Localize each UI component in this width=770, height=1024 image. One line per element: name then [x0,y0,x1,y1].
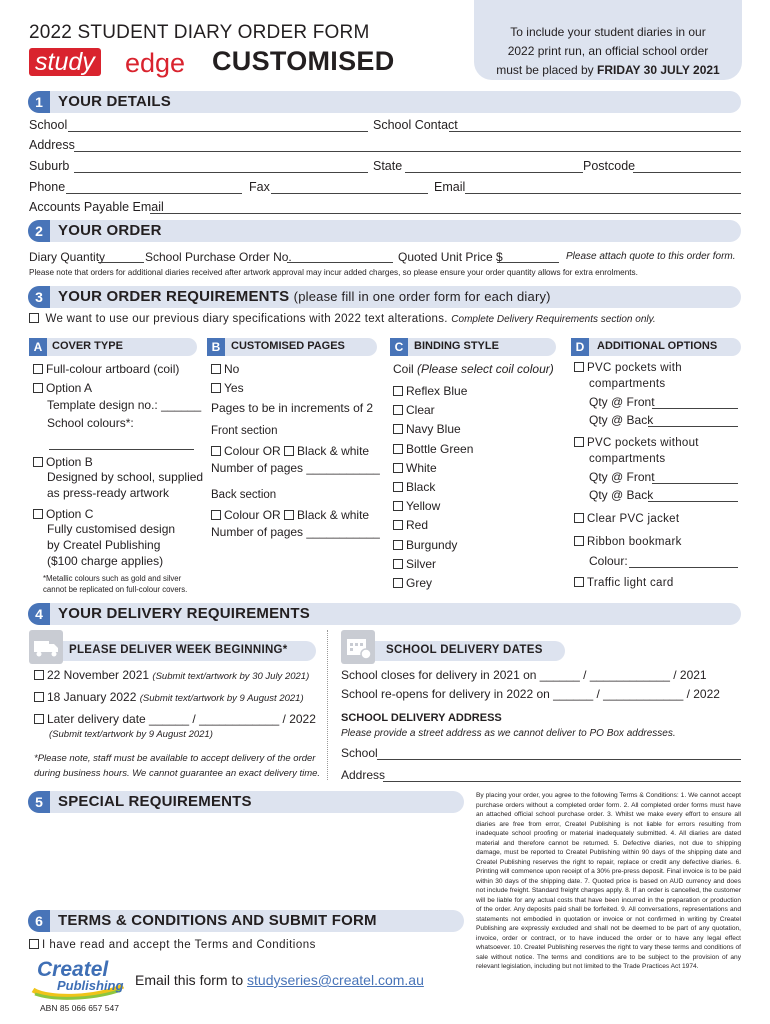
coil-colour-checkbox[interactable] [393,463,403,473]
front-colour-checkbox[interactable] [211,446,221,456]
ribbon-colour-label: Colour: [589,554,628,568]
coil-colour-checkbox[interactable] [393,578,403,588]
po-label: School Purchase Order No. [145,250,292,264]
traffic-light-checkbox[interactable] [574,577,584,587]
truck-icon [29,630,63,664]
phone-field[interactable] [66,193,242,194]
delivery-divider [327,630,328,780]
section-6-title: TERMS & CONDITIONS AND SUBMIT FORM [58,912,377,929]
metallic-note-line1: *Metallic colours such as gold and silver [43,574,182,583]
option-c-line1: Fully customised design [47,522,176,536]
coil-colour-option[interactable] [393,576,432,590]
increments-note: Pages to be in increments of 2 [211,401,374,415]
coil-colour-checkbox[interactable] [393,444,403,454]
notice-line1: To include your student diaries in our [510,25,706,39]
custom-pages-yes-checkbox[interactable] [211,383,221,393]
section-3-number: 3 [28,286,50,308]
previous-spec-note: Complete Delivery Requirements section only. [451,314,656,325]
school-reopens-field[interactable]: School re-opens for delivery in 2022 on ______ / ____________ / 2022 [341,687,720,701]
school-contact-label: School Contact [373,118,458,132]
customised-heading: CUSTOMISED [212,46,395,76]
option-c-line3: ($100 charge applies) [47,554,164,568]
pvc-with-option[interactable]: PVC pockets with [574,362,682,374]
school-colours-field[interactable] [49,449,194,450]
section-2-title: YOUR ORDER [58,222,162,239]
postcode-label: Postcode [583,159,636,173]
pvc-with-front-label: Qty @ Front [589,395,655,409]
front-section-label: Front section [211,425,278,437]
coil-colour-label: Red [406,518,429,533]
front-bw-checkbox[interactable] [284,446,294,456]
delivery-option-1-note: (Submit text/artwork by 30 July 2021) [152,671,310,682]
delivery-option-3-checkbox[interactable] [34,714,44,724]
delivery-address-field[interactable] [383,781,741,782]
delivery-option-2-note: (Submit text/artwork by 9 August 2021) [139,693,304,704]
additional-options-letter: D [571,338,589,356]
pvc-with-back-field[interactable] [648,426,738,427]
section-4-number: 4 [28,603,50,625]
section-5-number: 5 [28,791,50,813]
option-a-checkbox[interactable] [33,383,43,393]
coil-colour-label: Navy Blue [406,422,461,437]
coil-colour-option[interactable] [393,557,436,571]
section-2-number: 2 [28,220,50,242]
binding-style-letter: C [390,338,408,356]
section-1-number: 1 [28,91,50,113]
submit-email-link[interactable]: studyseries@createl.com.au [247,972,424,988]
school-closes-field[interactable]: School closes for delivery in 2021 on ______ / ____________ / 2021 [341,668,707,682]
special-requirements-area[interactable] [28,815,464,907]
coil-colour-checkbox[interactable] [393,520,403,530]
additional-options-title: ADDITIONAL OPTIONS [597,340,718,352]
ribbon-option[interactable]: Ribbon bookmark [574,536,682,548]
suburb-field[interactable] [74,172,368,173]
custom-pages-no-checkbox[interactable] [211,364,221,374]
customised-pages-title: CUSTOMISED PAGES [231,340,345,352]
pvc-without-checkbox[interactable] [574,437,584,447]
cover-type-title: COVER TYPE [52,340,123,352]
coil-colour-label: White [406,460,437,475]
coil-colour-checkbox[interactable] [393,559,403,569]
cover-type-letter: A [29,338,47,356]
staff-note-line2: during business hours. We cannot guarantee an exact delivery time. [34,768,321,779]
delivery-option-3[interactable]: Later delivery date ______ / ____________ / 2022 [34,712,316,726]
email-field[interactable] [465,193,741,194]
back-num-pages[interactable]: Number of pages ___________ [211,525,380,539]
full-colour-option[interactable]: Full-colour artboard (coil) [33,362,179,376]
back-colour-options[interactable]: Colour OR Black & white [211,508,369,522]
createl-logo-bottom: Publishing [57,978,124,993]
coil-colour-label: Reflex Blue [406,384,468,398]
custom-pages-no[interactable]: No [211,362,239,376]
section-3-title-note: (please fill in one order form for each diary) [293,289,551,304]
delivery-school-field[interactable] [377,759,741,760]
school-colours-label: School colours*: [47,416,134,430]
createl-logo-top: Createl [37,958,109,981]
pvc-without-back-field[interactable] [648,501,738,502]
option-b-checkbox[interactable] [33,457,43,467]
createl-logo [29,960,125,1000]
template-design-label: Template design no.: ______ [47,398,202,412]
terms-and-conditions: By placing your order, you agree to the following Terms & Conditions: 1. We cannot accept purchase orders without a completed order form. 2. All completed order forms must have an attached official school purchase order. 3. Whilst we make every effort to ensure all diaries are free from error, Createl Publishing is not liable for errors resulting from inadequate school proofing or material inadequately submitted. 4. All diaries are dated material and therefore cannot be returned. 5. Defective diaries, not due to shipping damage, must be reported to Createl Publishing within 90 days of the shipping date and Createl Publishing reserves the right to repair, replace or credit any defective diaries. 6. Printing will commence upon receipt of a 30% pre-press deposit. Final invoice is to be paid within 30 days of the shipping date. 7. Quoted price is based on AUD currency and does not include freight. Standard freight charges apply. 8. If an order is cancelled, the customer will be liable for any actual costs that have been incurred in the preparation or production of the order. Any deposits paid shall be forfeited. 9. All conversations, representations and statements not embodied in quotation or invoice or not confirmed in writing by Createl Publishing are expressly excluded and shall not be deemed to be part of any quotation, invoice, order or contract, or to have induced the order or to have any legal effect whatsoever. 10. Createl Publishing reserves the right to vary these terms and conditions of sale without notice. The terms and conditions are to be subject to the provision of any relevant legislation, including but not limited to the Trade Practices Act 1974. [476,792,741,970]
customised-pages-letter: B [207,338,225,356]
coil-label: Coil (Please select coil colour) [393,362,554,376]
accept-terms-checkbox[interactable] [29,939,39,949]
coil-colour-label: Silver [406,556,437,571]
notice-deadline: FRIDAY 30 JULY 2021 [596,63,720,77]
accept-terms-option[interactable]: I have read and accept the Terms and Conditions [29,939,316,951]
section-6-number: 6 [28,910,50,932]
coil-colour-option[interactable] [393,480,435,494]
coil-colour-option[interactable] [393,538,457,552]
notice-line3: must be placed by FRIDAY 30 JULY 2021 [496,63,720,77]
coil-colour-option[interactable] [393,499,440,513]
option-c[interactable]: Option C [33,507,93,521]
pvc-without-back-label: Qty @ Back [589,488,654,502]
section-5-title: SPECIAL REQUIREMENTS [58,793,252,810]
pvc-with-line2: compartments [589,378,666,390]
form-title: 2022 STUDENT DIARY ORDER FORM [29,22,370,43]
suburb-label: Suburb [29,159,70,173]
order-note: Please note that orders for additional diaries received after artwork approval may incur added charges, so please ensure your order quantity allows for extra enrolments. [29,268,638,277]
delivery-school-label: School [341,746,378,760]
pvc-without-line2: compartments [589,453,666,465]
state-label: State [373,159,403,173]
postcode-field[interactable] [633,172,741,173]
delivery-address-label: Address [341,768,386,782]
back-colour-checkbox[interactable] [211,510,221,520]
school-label: School [29,118,68,132]
phone-label: Phone [29,180,66,194]
logo-edge-text: edge [125,48,186,78]
staff-note-line1: *Please note, staff must be available to accept delivery of the order [34,753,316,764]
option-b-line1: Designed by school, supplied [47,470,204,484]
abn-text: ABN 85 066 657 547 [40,1003,119,1013]
fax-field[interactable] [271,193,428,194]
po-field[interactable] [287,262,393,263]
coil-colour-checkbox[interactable] [393,501,403,511]
coil-colour-option[interactable] [393,384,467,398]
delivery-option-3-note: (Submit text/artwork by 9 August 2021) [49,729,213,740]
back-section-label: Back section [211,489,277,501]
calendar-icon [341,630,375,664]
coil-colour-option[interactable] [393,518,428,532]
metallic-note-line2: cannot be replicated on full-colour covers. [43,585,188,594]
pvc-without-front-field[interactable] [652,483,738,484]
coil-colour-checkbox[interactable] [393,482,403,492]
delivery-address-note: Please provide a street address as we cannot deliver to PO Box addresses. [341,728,676,739]
pvc-without-option[interactable]: PVC pockets without [574,437,699,449]
coil-colour-label: Bottle Green [406,441,474,456]
school-contact-field[interactable] [449,131,741,132]
option-b[interactable]: Option B [33,455,93,469]
coil-colour-checkbox[interactable] [393,386,403,396]
ribbon-checkbox[interactable] [574,536,584,546]
unit-price-field[interactable] [497,262,559,263]
studyedge-logo [29,50,199,80]
coil-colour-option[interactable] [393,461,437,475]
delivery-address-heading: SCHOOL DELIVERY ADDRESS [341,712,502,724]
email-label: Email [434,180,466,194]
fax-label: Fax [249,180,270,194]
coil-colour-option[interactable] [393,403,435,417]
clear-pvc-option[interactable]: Clear PVC jacket [574,513,679,525]
address-field[interactable] [74,151,741,152]
coil-colour-checkbox[interactable] [393,405,403,415]
ribbon-colour-field[interactable] [629,567,738,568]
week-header-title: PLEASE DELIVER WEEK BEGINNING* [69,644,288,656]
coil-colour-option[interactable] [393,442,473,456]
pvc-with-front-field[interactable] [652,408,738,409]
coil-colour-label: Clear [406,403,435,418]
coil-colour-label: Burgundy [406,537,458,552]
coil-note: (Please select coil colour) [417,362,554,376]
traffic-light-option[interactable]: Traffic light card [574,577,674,589]
delivery-option-2-checkbox[interactable] [34,692,44,702]
deadline-notice [474,0,742,80]
front-colour-options[interactable]: Colour OR Black & white [211,444,369,458]
front-num-pages[interactable]: Number of pages ___________ [211,461,380,475]
option-c-checkbox[interactable] [33,509,43,519]
unit-price-label: Quoted Unit Price $ [398,250,503,264]
coil-colour-label: Yellow [406,499,441,514]
diary-quantity-field[interactable] [98,262,144,263]
binding-style-title: BINDING STYLE [414,340,499,352]
dates-header-title: SCHOOL DELIVERY DATES [386,644,543,656]
accounts-email-field[interactable] [150,213,741,214]
coil-colour-checkbox[interactable] [393,540,403,550]
accounts-email-label: Accounts Payable Email [29,200,164,214]
school-field[interactable] [68,131,368,132]
delivery-option-2[interactable]: 18 January 2022 (Submit text/artwork by 9 August 2021) [34,690,304,704]
section-3-title: YOUR ORDER REQUIREMENTS (please fill in one order form for each diary) [58,288,551,305]
section-4-title: YOUR DELIVERY REQUIREMENTS [58,605,310,622]
pvc-with-back-label: Qty @ Back [589,413,654,427]
address-label: Address [29,138,75,152]
clear-pvc-checkbox[interactable] [574,513,584,523]
full-colour-checkbox[interactable] [33,364,43,374]
delivery-option-1-checkbox[interactable] [34,670,44,680]
email-form-instruction: Email this form to studyseries@createl.com.au [135,972,424,988]
attach-quote-note: Please attach quote to this order form. [566,251,736,262]
section-1-title: YOUR DETAILS [58,93,171,110]
coil-colour-label: Grey [406,576,433,590]
pvc-without-front-label: Qty @ Front [589,470,655,484]
pvc-with-checkbox[interactable] [574,362,584,372]
custom-pages-yes[interactable]: Yes [211,381,244,395]
logo-study-text: study [29,48,101,76]
previous-spec-option[interactable]: We want to use our previous diary specifications with 2022 text alterations. Complete Delivery Requirements section only. [29,313,656,325]
coil-colour-option[interactable] [393,422,461,436]
option-b-line2: as press-ready artwork [47,486,170,500]
diary-quantity-label: Diary Quantity [29,250,106,264]
coil-colour-checkbox[interactable] [393,424,403,434]
option-a[interactable]: Option A [33,381,92,395]
coil-colour-label: Black [406,480,436,494]
delivery-option-1[interactable]: 22 November 2021 (Submit text/artwork by 30 July 2021) [34,668,309,682]
option-c-line2: by Createl Publishing [47,538,161,552]
notice-line2: 2022 print run, an official school order [507,44,709,58]
previous-spec-checkbox[interactable] [29,313,39,323]
state-field[interactable] [405,172,583,173]
back-bw-checkbox[interactable] [284,510,294,520]
